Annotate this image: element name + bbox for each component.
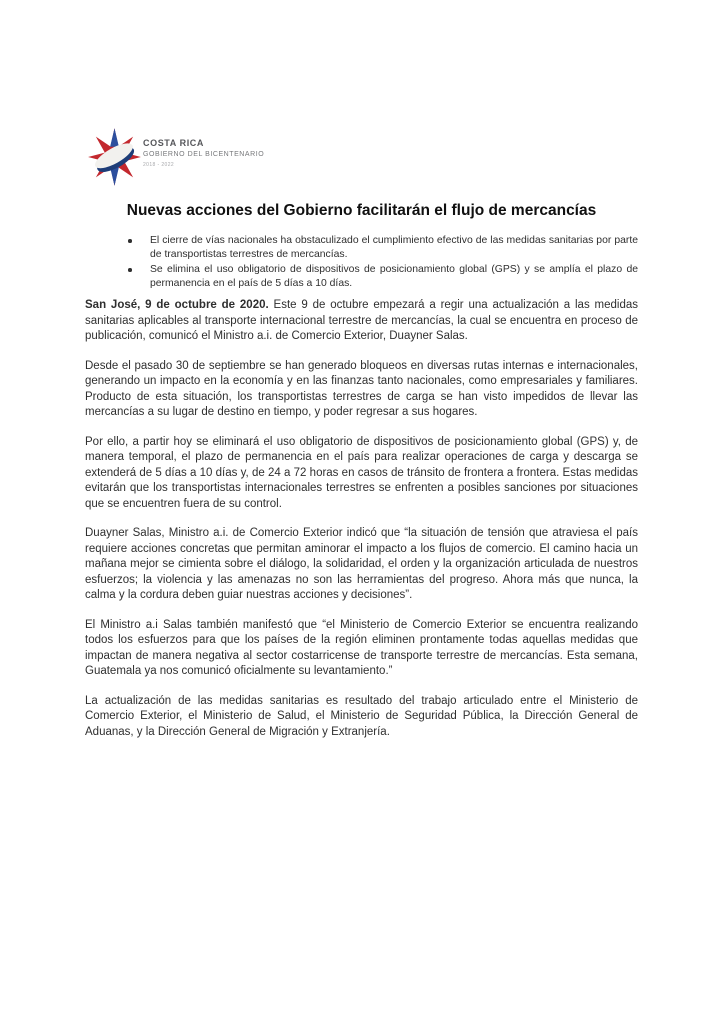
- paragraph: [85, 694, 638, 741]
- bullet-text: El cierre de vías nacionales ha obstaculizado el cumplimiento efectivo de las medidas sanitarias por parte de transportistas terrestres de mercancías.: [150, 235, 638, 260]
- paragraph: [85, 435, 638, 513]
- bullet-list: [85, 234, 638, 290]
- logo-brand: COSTA RICA: [143, 138, 204, 148]
- bicentennial-star-icon: [87, 124, 142, 190]
- bullet-text: Se elimina el uso obligatorio de dispositivos de posicionamiento global (GPS) y se amplía el plazo de permanencia en el país de 5 días a 10 días.: [150, 264, 638, 289]
- paragraph: [85, 526, 638, 604]
- paragraph-text: Duayner Salas, Ministro a.i. de Comercio Exterior indicó que “la situación de tensión que atraviesa el país requiere acciones concretas que permitan aminorar el impacto a los flujos de comercio. El camino hacia un mañana mejor se cimienta sobre el diálogo, la solidaridad, el orden y la organización articulada de nuestros esfuerzos; la violencia y las amenazas no son las herramientas del progreso. Ahora más que nunca, la calma y la cordura deben guiar nuestras acciones y decisiones”.: [85, 527, 638, 601]
- bullet-item: [125, 234, 638, 261]
- document-body: [85, 201, 638, 754]
- paragraph-text: Este 9 de octubre empezará a regir una actualización a las medidas sanitarias aplicables al transporte internacional terrestre de mercancías, la cual se encuentra en proceso de publicación, comunicó el Ministro a.i. de Comercio Exterior, Duayner Salas.: [85, 299, 639, 342]
- costa-rica-logo: [87, 124, 417, 192]
- logo-subtitle: GOBIERNO DEL BICENTENARIO: [143, 151, 265, 158]
- paragraph-lead: San José, 9 de octubre de 2020.: [85, 299, 269, 311]
- bullet-marker-icon: [125, 234, 150, 248]
- logo-text-block: [143, 138, 264, 169]
- paragraph: [85, 359, 638, 421]
- paragraph-text: El Ministro a.i Salas también manifestó que “el Ministerio de Comercio Exterior se encuentra realizando todos los esfuerzos para que los países de la región eliminen prontamente todas aquellas medidas que impactan de manera negativa al sector costarricense de transporte terrestre de mercancías. Esta semana, Guatemala ya nos comunicó oficialmente su levantamiento.”: [85, 618, 638, 677]
- paragraph-text: La actualización de las medidas sanitarias es resultado del trabajo articulado entre el Ministerio de Comercio Exterior, el Ministerio de Salud, el Ministerio de Seguridad Pública, la Dirección General de Aduanas, y la Dirección General de Migración y Extranjería.: [85, 694, 638, 738]
- paragraph-text: Por ello, a partir hoy se eliminará el uso obligatorio de dispositivos de posicionamiento global (GPS) y, de manera temporal, el plazo de permanencia en el país para realizar operaciones de carga y descarga se extenderá de 5 días a 10 días y, de 24 a 72 horas en casos de tránsito de frontera a frontera. Estas medidas evitarán que los transportistas internacionales terrestres se enfrenten a posibles sanciones por situaciones que se encuentren fuera de su control.: [85, 435, 638, 510]
- paragraph: [85, 618, 638, 680]
- logo-years: 2018 - 2022: [143, 162, 175, 168]
- bullet-marker-icon: [125, 263, 150, 277]
- bullet-item: [125, 263, 638, 290]
- paragraph-text: Desde el pasado 30 de septiembre se han generado bloqueos en diversas rutas internas e internacionales, generando un impacto en la economía y en las finanzas tanto nacionales, como empresariales y familiares. Producto de esta situación, los transportistas terrestres de carga se han visto impedidos de llevar las mercancías a su lugar de destino en tiempo, y poder regresar a sus hogares.: [85, 359, 638, 418]
- document-title: Nuevas acciones del Gobierno facilitarán el flujo de mercancías: [126, 202, 597, 219]
- paragraph-dateline: [85, 298, 638, 345]
